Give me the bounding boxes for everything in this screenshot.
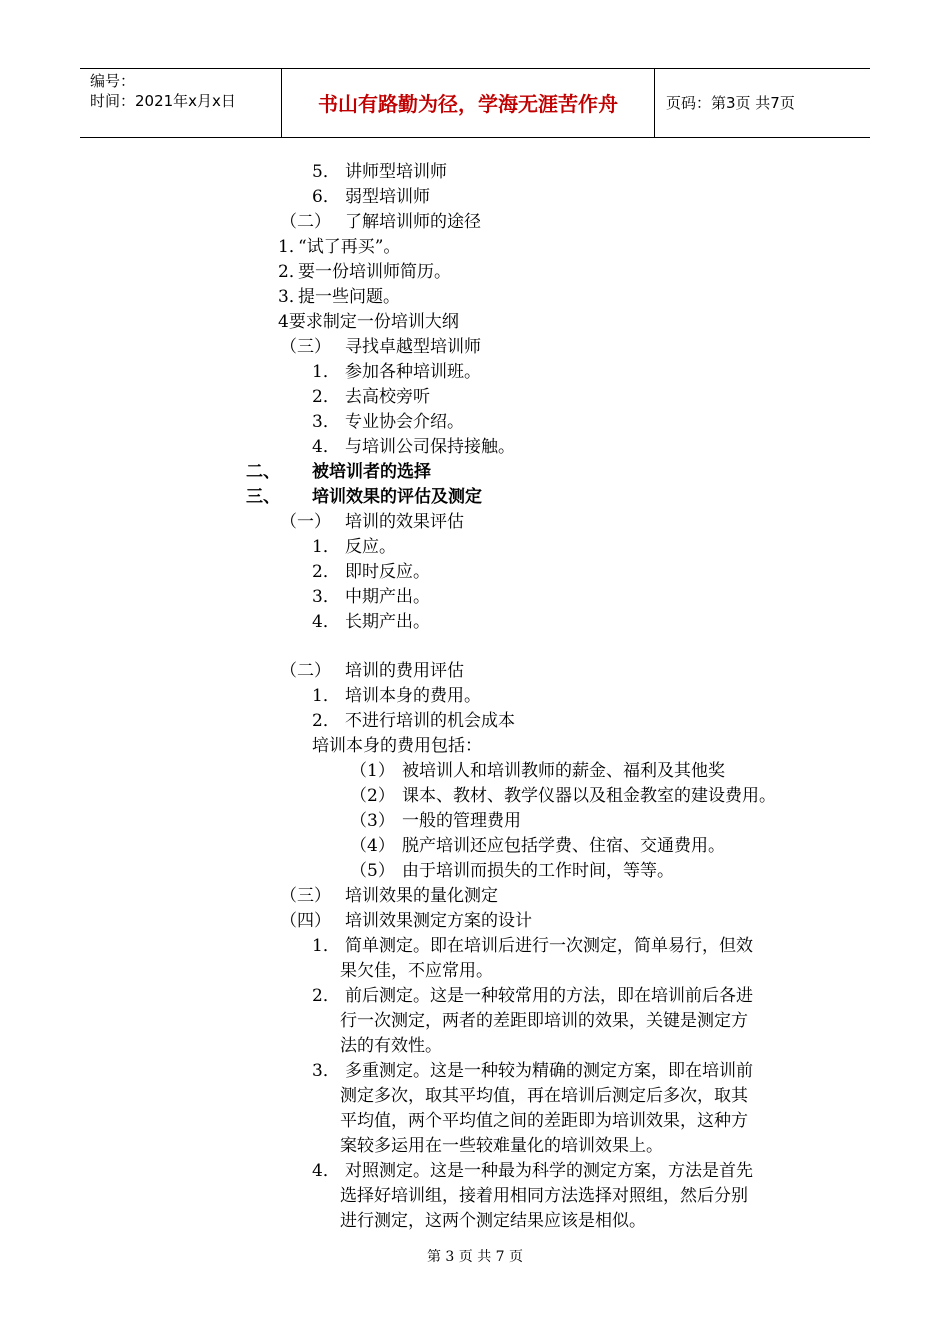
text-line [312, 709, 515, 733]
item-text: 培训效果的评估及测定 [312, 487, 482, 507]
text-line [350, 784, 776, 808]
text-line [312, 360, 481, 384]
text-line [350, 859, 674, 883]
page-footer: 第 3 页 共 7 页 [426, 1249, 524, 1265]
item-number: 1． [312, 537, 340, 557]
item-text: 一般的管理费用 [402, 811, 521, 831]
item-number: （二） [280, 212, 331, 232]
item-number: 6． [312, 187, 340, 207]
text-line [280, 884, 498, 908]
item-text: 长期产出。 [345, 612, 430, 632]
item-text: 脱产培训还应包括学费、住宿、交通费用。 [402, 836, 725, 856]
item-text: 弱型培训师 [345, 187, 430, 207]
header-motto: 书山有路勤为径，学海无涯苦作舟 [318, 92, 618, 116]
text-line [340, 1209, 646, 1233]
item-text: 选择好培训组，接着用相同方法选择对照组，然后分别 [340, 1186, 748, 1206]
text-line [350, 809, 521, 833]
page-header [80, 68, 870, 138]
time-label: 时间：2021年x月x日 [90, 92, 236, 110]
item-number: 1． [312, 936, 340, 956]
item-number: 1． [278, 237, 306, 257]
item-number: 3． [312, 587, 340, 607]
text-line [312, 984, 753, 1008]
text-line [312, 410, 464, 434]
item-text: 案较多运用在一些较难量化的培训效果上。 [340, 1136, 663, 1156]
item-number: 2． [278, 262, 306, 282]
text-line [312, 1059, 753, 1083]
text-line [312, 185, 430, 209]
text-line [280, 335, 481, 359]
item-text: 专业协会介绍。 [345, 412, 464, 432]
text-line [350, 759, 725, 783]
item-text: 去高校旁听 [345, 387, 430, 407]
item-number: 4． [312, 612, 340, 632]
item-text: 要一份培训师简历。 [298, 262, 451, 282]
item-number: （三） [280, 337, 331, 357]
text-line [312, 684, 481, 708]
serial-label: 编号： [90, 72, 136, 90]
item-number: 5． [312, 162, 340, 182]
item-text: “试了再买”。 [298, 237, 401, 257]
text-line [280, 909, 532, 933]
item-text: 前后测定。这是一种较常用的方法，即在培训前后各进 [345, 986, 753, 1006]
item-number: 3． [312, 412, 340, 432]
header-divider [654, 69, 655, 137]
text-line [246, 485, 482, 509]
text-line [312, 560, 430, 584]
item-text: 与培训公司保持接触。 [345, 437, 515, 457]
item-text: 培训效果测定方案的设计 [345, 911, 532, 931]
item-text: 被培训者的选择 [312, 462, 431, 482]
item-text: 中期产出。 [345, 587, 430, 607]
text-line [312, 1159, 753, 1183]
text-line [340, 1084, 748, 1108]
item-number: 2． [312, 986, 340, 1006]
text-line [280, 210, 481, 234]
header-page-info: 页码：第3页 共7页 [666, 94, 795, 112]
item-text: 被培训人和培训教师的薪金、福利及其他奖 [402, 761, 725, 781]
text-line [312, 734, 482, 758]
item-text: 寻找卓越型培训师 [345, 337, 481, 357]
text-line [312, 435, 515, 459]
text-line [340, 1034, 442, 1058]
item-text: 行一次测定，两者的差距即培训的效果，关键是测定方 [340, 1011, 748, 1031]
item-text: 培训本身的费用。 [345, 686, 481, 706]
item-number: （三） [280, 886, 331, 906]
text-line [350, 834, 725, 858]
item-text: 多重测定。这是一种较为精确的测定方案，即在培训前 [345, 1061, 753, 1081]
item-text: 简单测定。即在培训后进行一次测定，简单易行，但效 [345, 936, 753, 956]
item-number: 1． [312, 362, 340, 382]
item-text: 即时反应。 [345, 562, 430, 582]
text-line [312, 535, 396, 559]
item-number: （2） [350, 786, 395, 806]
text-line [278, 285, 400, 309]
item-text: 法的有效性。 [340, 1036, 442, 1056]
item-text: 进行测定，这两个测定结果应该是相似。 [340, 1211, 646, 1231]
item-text: 讲师型培训师 [345, 162, 447, 182]
text-line [280, 659, 464, 683]
item-number: （二） [280, 661, 331, 681]
item-number: 1． [312, 686, 340, 706]
item-text: 培训的费用评估 [345, 661, 464, 681]
item-text: 培训的效果评估 [345, 512, 464, 532]
text-line [312, 160, 447, 184]
text-line [312, 585, 430, 609]
item-text: 提一些问题。 [298, 287, 400, 307]
item-number: 三、 [246, 487, 280, 507]
text-line [278, 235, 400, 259]
text-line [340, 1184, 748, 1208]
item-text: 对照测定。这是一种最为科学的测定方案，方法是首先 [345, 1161, 753, 1181]
item-text: 由于培训而损失的工作时间，等等。 [402, 861, 674, 881]
item-number: （4） [350, 836, 395, 856]
text-line [340, 959, 493, 983]
item-number: （一） [280, 512, 331, 532]
item-text: 4要求制定一份培训大纲 [278, 312, 459, 332]
item-text: 测定多次，取其平均值，再在培训后测定后多次，取其 [340, 1086, 748, 1106]
text-line [278, 260, 451, 284]
item-text: 参加各种培训班。 [345, 362, 481, 382]
item-number: （5） [350, 861, 395, 881]
item-number: （四） [280, 911, 331, 931]
item-text: 培训效果的量化测定 [345, 886, 498, 906]
item-number: 2． [312, 387, 340, 407]
text-line [246, 460, 431, 484]
text-line [340, 1009, 748, 1033]
item-number: 二、 [246, 462, 280, 482]
item-text: 不进行培训的机会成本 [345, 711, 515, 731]
text-line [312, 385, 430, 409]
item-number: 3． [312, 1061, 340, 1081]
header-meta [90, 71, 280, 111]
item-text: 课本、教材、教学仪器以及租金教室的建设费用。 [402, 786, 776, 806]
text-line [340, 1109, 748, 1133]
text-line [312, 610, 430, 634]
item-number: 4． [312, 437, 340, 457]
item-number: 2． [312, 711, 340, 731]
item-number: 2． [312, 562, 340, 582]
item-number: 3． [278, 287, 306, 307]
item-text: 反应。 [345, 537, 396, 557]
text-line [278, 310, 459, 334]
text-line [340, 1134, 663, 1158]
item-text: 平均值，两个平均值之间的差距即为培训效果，这种方 [340, 1111, 748, 1131]
item-number: （1） [350, 761, 395, 781]
item-number: 4． [312, 1161, 340, 1181]
text-line [280, 510, 464, 534]
item-text: 果欠佳，不应常用。 [340, 961, 493, 981]
item-number: （3） [350, 811, 395, 831]
item-text: 了解培训师的途径 [345, 212, 481, 232]
text-line [312, 934, 753, 958]
item-text: 培训本身的费用包括： [312, 736, 482, 756]
